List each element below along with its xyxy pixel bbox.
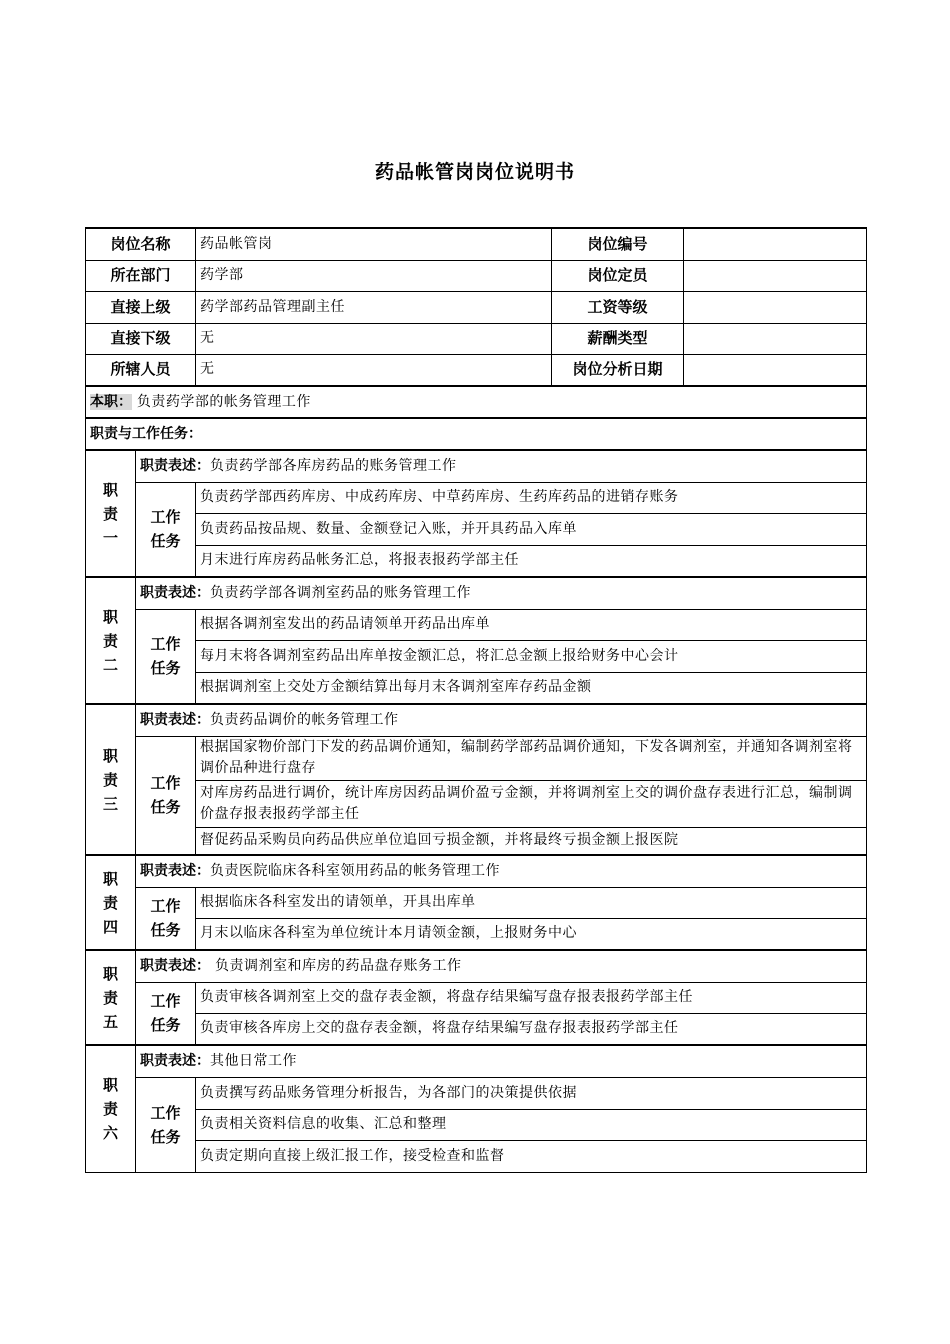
duty-statement-row — [86, 1045, 867, 1077]
duty-statement — [136, 704, 867, 736]
task-item: 月末进行库房药品帐务汇总，将报表报药学部主任 — [196, 545, 867, 577]
task-row — [86, 827, 867, 855]
work-label-line: 工作 — [150, 897, 181, 916]
task-item: 负责审核各库房上交的盘存表金额，将盘存结果编写盘存报表报药学部主任 — [196, 1013, 867, 1045]
work-label-line: 任务 — [150, 659, 181, 678]
task-item: 根据调剂室上交处方金额结算出每月末各调剂室库存药品金额 — [196, 672, 867, 704]
task-item: 每月末将各调剂室药品出库单按金额汇总，将汇总金额上报给财务中心会计 — [196, 640, 867, 672]
task-item: 根据各调剂室发出的药品请领单开药品出库单 — [196, 609, 867, 640]
summary-label: 本职： — [90, 393, 132, 410]
duty-statement — [136, 855, 867, 887]
duty-statement-row — [86, 855, 867, 887]
task-item: 负责撰写药品账务管理分析报告，为各部门的决策提供依据 — [196, 1077, 867, 1109]
statement-label: 职责表述： — [140, 1052, 210, 1069]
basic-info-row — [86, 228, 867, 260]
statement-text: 其他日常工作 — [210, 1052, 297, 1069]
work-label-line: 工作 — [150, 1103, 181, 1122]
statement-text: 负责医院临床各科室领用药品的帐务管理工作 — [210, 862, 500, 879]
statement-label: 职责表述： — [140, 862, 210, 879]
work-label-line: 工作 — [150, 992, 181, 1011]
duty-name-char: 一 — [102, 528, 118, 547]
work-label-line: 任务 — [150, 921, 181, 940]
basic-value: 药品帐管岗 — [196, 228, 552, 260]
task-row — [86, 736, 867, 780]
duty-name — [86, 704, 136, 855]
task-row — [86, 1109, 867, 1140]
work-label-line: 工作 — [150, 508, 181, 527]
duty-name-char: 三 — [102, 794, 118, 813]
summary-value: 负责药学部的帐务管理工作 — [136, 393, 311, 410]
duty-name — [86, 950, 136, 1045]
basic-label: 工资等级 — [552, 291, 684, 323]
work-label-line: 任务 — [150, 532, 181, 551]
job-description-table — [85, 227, 867, 1173]
duty-name-char: 责 — [102, 631, 118, 650]
statement-label: 职责表述： — [140, 584, 210, 601]
duties-header-label: 职责与工作任务： — [90, 425, 202, 442]
task-row — [86, 1013, 867, 1045]
duty-statement-row — [86, 704, 867, 736]
duty-statement — [136, 1045, 867, 1077]
duty-name-char: 职 — [102, 1075, 118, 1094]
basic-value: 无 — [196, 323, 552, 354]
task-row — [86, 609, 867, 640]
basic-info-row — [86, 291, 867, 323]
document-title: 药品帐管岗岗位说明书 — [374, 161, 575, 183]
basic-info-row — [86, 260, 867, 291]
duty-name-char: 责 — [102, 1099, 118, 1118]
task-item: 负责药学部西药库房、中成药库房、中草药库房、生药库药品的进销存账务 — [196, 482, 867, 513]
duty-name-char: 责 — [102, 988, 118, 1007]
task-row — [86, 545, 867, 577]
statement-text: 负责药品调价的帐务管理工作 — [210, 711, 399, 728]
statement-text: 负责药学部各调剂室药品的账务管理工作 — [210, 584, 471, 601]
basic-value — [684, 323, 867, 354]
basic-label: 岗位名称 — [86, 228, 196, 260]
work-label-line: 任务 — [150, 1016, 181, 1035]
work-task-label — [136, 736, 196, 855]
basic-value — [684, 291, 867, 323]
duty-statement — [136, 950, 867, 982]
task-item: 负责定期向直接上级汇报工作，接受检查和监督 — [196, 1140, 867, 1172]
basic-label: 岗位分析日期 — [552, 354, 684, 386]
duty-statement — [136, 450, 867, 482]
work-task-label — [136, 982, 196, 1045]
task-row — [86, 640, 867, 672]
duty-name — [86, 855, 136, 950]
basic-value: 药学部药品管理副主任 — [196, 291, 552, 323]
basic-info-row — [86, 354, 867, 386]
duty-name-char: 五 — [102, 1012, 118, 1031]
work-label-line: 工作 — [150, 635, 181, 654]
duty-name — [86, 1045, 136, 1172]
task-row — [86, 982, 867, 1013]
statement-label: 职责表述： — [140, 711, 210, 728]
basic-info-row — [86, 323, 867, 354]
work-task-label — [136, 609, 196, 704]
duty-name-char: 二 — [102, 655, 118, 674]
task-row — [86, 513, 867, 545]
work-task-label — [136, 1077, 196, 1172]
task-item: 根据国家物价部门下发的药品调价通知，编制药学部药品调价通知，下发各调剂室，并通知各调剂室将调价品种进行盘存 — [196, 736, 867, 780]
task-item: 月末以临床各科室为单位统计本月请领金额，上报财务中心 — [196, 918, 867, 950]
work-label-line: 任务 — [150, 798, 181, 817]
basic-label: 岗位编号 — [552, 228, 684, 260]
basic-value — [684, 228, 867, 260]
duty-name-char: 职 — [102, 607, 118, 626]
duty-statement — [136, 577, 867, 609]
task-row — [86, 780, 867, 827]
duty-name-char: 四 — [102, 917, 118, 936]
duty-statement-row — [86, 577, 867, 609]
basic-label: 直接上级 — [86, 291, 196, 323]
duty-statement-row — [86, 950, 867, 982]
duty-name-char: 责 — [102, 504, 118, 523]
task-item: 负责相关资料信息的收集、汇总和整理 — [196, 1109, 867, 1140]
basic-value — [684, 260, 867, 291]
duty-name-char: 职 — [102, 964, 118, 983]
task-row — [86, 918, 867, 950]
duties-header — [86, 418, 867, 450]
task-row — [86, 482, 867, 513]
duty-statement-row — [86, 450, 867, 482]
task-item: 负责药品按品规、数量、金额登记入账，并开具药品入库单 — [196, 513, 867, 545]
task-item: 对库房药品进行调价，统计库房因药品调价盈亏金额，并将调剂室上交的调价盘存表进行汇总，编制调价盘存报表报药学部主任 — [196, 780, 867, 827]
work-task-label — [136, 482, 196, 577]
duty-name — [86, 577, 136, 704]
duty-name-char: 职 — [102, 480, 118, 499]
duty-name-char: 责 — [102, 893, 118, 912]
basic-label: 所辖人员 — [86, 354, 196, 386]
basic-label: 岗位定员 — [552, 260, 684, 291]
task-item: 根据临床各科室发出的请领单，开具出库单 — [196, 887, 867, 918]
basic-label: 薪酬类型 — [552, 323, 684, 354]
duty-name — [86, 450, 136, 577]
duty-name-char: 六 — [102, 1123, 118, 1142]
basic-value: 药学部 — [196, 260, 552, 291]
duty-name-char: 职 — [102, 746, 118, 765]
statement-text: 负责调剂室和库房的药品盘存账务工作 — [210, 957, 462, 974]
task-row — [86, 1077, 867, 1109]
work-label-line: 任务 — [150, 1127, 181, 1146]
duty-name-char: 责 — [102, 770, 118, 789]
task-row — [86, 1140, 867, 1172]
task-item: 负责审核各调剂室上交的盘存表金额，将盘存结果编写盘存报表报药学部主任 — [196, 982, 867, 1013]
basic-label: 直接下级 — [86, 323, 196, 354]
basic-value — [684, 354, 867, 386]
statement-label: 职责表述： — [140, 957, 210, 974]
statement-label: 职责表述： — [140, 457, 210, 474]
work-task-label — [136, 887, 196, 950]
statement-text: 负责药学部各库房药品的账务管理工作 — [210, 457, 457, 474]
task-item: 督促药品采购员向药品供应单位追回亏损金额，并将最终亏损金额上报医院 — [196, 827, 867, 855]
task-row — [86, 887, 867, 918]
summary-row — [86, 386, 867, 418]
basic-value: 无 — [196, 354, 552, 386]
duty-name-char: 职 — [102, 869, 118, 888]
basic-label: 所在部门 — [86, 260, 196, 291]
task-row — [86, 672, 867, 704]
work-label-line: 工作 — [150, 774, 181, 793]
